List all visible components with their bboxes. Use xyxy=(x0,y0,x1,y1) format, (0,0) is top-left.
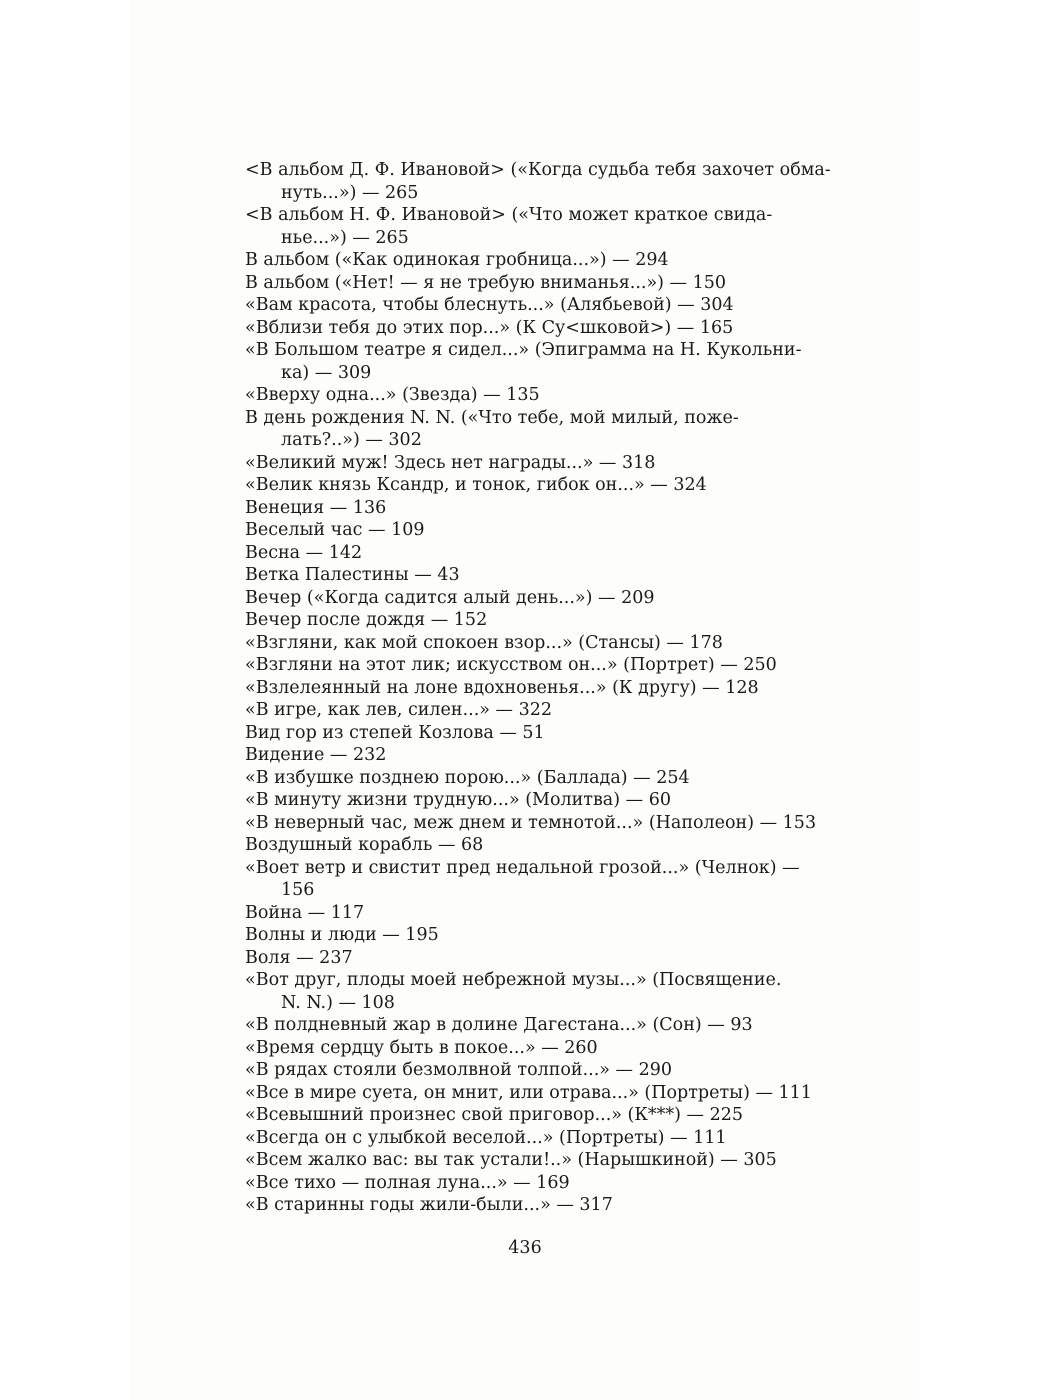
index-entry xyxy=(245,564,855,587)
entry-text: <В альбом Н. Ф. Ивановой> («Что может краткое свида- xyxy=(245,205,773,225)
index-entry xyxy=(245,609,855,632)
index-entry xyxy=(245,654,855,677)
index-entry xyxy=(245,1149,855,1172)
entry-text: «Вот друг, плоды моей небрежной музы...» (Посвящение. xyxy=(245,970,782,990)
entry-text: «В избушке позднею порою...» (Баллада) — 254 xyxy=(245,767,690,788)
entry-text: В день рождения N. N. («Что тебе, мой милый, поже- xyxy=(245,407,739,428)
index-entry xyxy=(245,924,855,947)
entry-text: Весна — 142 xyxy=(245,542,363,563)
index-entry xyxy=(245,1172,855,1195)
index-entry xyxy=(245,1127,855,1150)
entry-continuation: N. N.) — 108 xyxy=(281,992,395,1013)
index-entry xyxy=(245,812,855,835)
entry-text: «Велик князь Ксандр, и тонок, гибок он...» — 324 xyxy=(245,475,707,495)
index-entry xyxy=(245,677,855,700)
index-entry xyxy=(245,159,855,204)
entry-text: Вечер («Когда садится алый день...») — 209 xyxy=(245,587,655,608)
index-entry xyxy=(245,272,855,295)
entry-text: «В полдневный жар в долине Дагестана...» (Сон) — 93 xyxy=(245,1015,753,1035)
index-entry xyxy=(245,1082,855,1105)
index-entry xyxy=(245,497,855,520)
entry-continuation: нье...») — 265 xyxy=(281,227,409,248)
index-entry xyxy=(245,474,855,497)
entry-text: Видение — 232 xyxy=(245,745,387,765)
index-entry xyxy=(245,452,855,475)
entry-text: «Вблизи тебя до этих пор...» (К Су<шковой>) — 165 xyxy=(245,317,734,338)
index-entry xyxy=(245,947,855,970)
index-entry xyxy=(245,902,855,925)
entry-text: «Все в мире суета, он мнит, или отрава...» (Портреты) — 111 xyxy=(245,1082,812,1103)
entry-text: <В альбом Д. Ф. Ивановой> («Когда судьба тебя захочет обма- xyxy=(245,160,831,180)
index-entry xyxy=(245,1014,855,1037)
index-entry xyxy=(245,317,855,340)
entry-text: «Все тихо — полная луна...» — 169 xyxy=(245,1172,570,1193)
index-entry xyxy=(245,632,855,655)
entry-text: В альбом («Нет! — я не требую вниманья...») — 150 xyxy=(245,272,727,293)
entry-text: В альбом («Как одинокая гробница...») — 294 xyxy=(245,250,669,270)
index-entry xyxy=(245,407,855,452)
entry-text: «Вам красота, чтобы блеснуть...» (Алябьевой) — 304 xyxy=(245,295,734,315)
entry-text: Вечер после дождя — 152 xyxy=(245,610,488,630)
entry-text: Волны и люди — 195 xyxy=(245,925,439,945)
index-entry xyxy=(245,542,855,565)
entry-text: «Время сердцу быть в покое...» — 260 xyxy=(245,1037,598,1058)
index-entry xyxy=(245,587,855,610)
index-entry xyxy=(245,339,855,384)
entry-continuation: лать?..») — 302 xyxy=(281,430,422,450)
entry-text: «Взгляни, как мой спокоен взор...» (Стансы) — 178 xyxy=(245,632,723,653)
entry-text: «Воет ветр и свистит пред недальной грозой...» (Челнок) — xyxy=(245,857,800,878)
index-entry xyxy=(245,834,855,857)
index-entry xyxy=(245,722,855,745)
index-entry xyxy=(245,1059,855,1082)
entry-text: «Всем жалко вас: вы так устали!..» (Нарышкиной) — 305 xyxy=(245,1150,777,1170)
index-entry xyxy=(245,1194,855,1217)
entry-text: «В неверный час, меж днем и темнотой...» (Наполеон) — 153 xyxy=(245,812,817,833)
index-entry xyxy=(245,204,855,249)
index-entry xyxy=(245,384,855,407)
index-entry xyxy=(245,519,855,542)
entry-continuation: нуть...») — 265 xyxy=(281,182,419,203)
index-list xyxy=(245,159,855,1217)
entry-text: Венеция — 136 xyxy=(245,497,387,518)
index-entry xyxy=(245,294,855,317)
index-entry xyxy=(245,1037,855,1060)
page-number: 436 xyxy=(508,1238,542,1258)
entry-text: Веселый час — 109 xyxy=(245,520,425,540)
entry-text: «Взлелеянный на лоне вдохновенья...» (К другу) — 128 xyxy=(245,677,759,698)
entry-text: «Всевышний произнес свой приговор...» (К***) — 225 xyxy=(245,1105,743,1125)
entry-text: «Вверху одна...» (Звезда) — 135 xyxy=(245,385,540,405)
index-entry xyxy=(245,699,855,722)
entry-text: «Всегда он с улыбкой веселой...» (Портреты) — 111 xyxy=(245,1127,727,1148)
index-entry xyxy=(245,744,855,767)
index-entry xyxy=(245,789,855,812)
index-entry xyxy=(245,969,855,1014)
entry-text: «В Большом театре я сидел...» (Эпиграмма на Н. Кукольни- xyxy=(245,340,802,360)
index-entry xyxy=(245,857,855,902)
index-entry xyxy=(245,249,855,272)
entry-text: «В минуту жизни трудную...» (Молитва) — 60 xyxy=(245,790,671,810)
entry-text: Война — 117 xyxy=(245,902,365,923)
entry-text: Воля — 237 xyxy=(245,947,353,968)
index-entry xyxy=(245,1104,855,1127)
entry-text: «В старинны годы жили-были...» — 317 xyxy=(245,1195,613,1215)
entry-text: Ветка Палестины — 43 xyxy=(245,565,460,585)
entry-text: «В игре, как лев, силен...» — 322 xyxy=(245,700,552,720)
entry-text: «Взгляни на этот лик; искусством он...» (Портрет) — 250 xyxy=(245,655,777,675)
entry-continuation: 156 xyxy=(281,880,315,900)
entry-text: Воздушный корабль — 68 xyxy=(245,835,484,855)
index-entry xyxy=(245,767,855,790)
entry-text: Вид гор из степей Козлова — 51 xyxy=(245,722,545,743)
entry-continuation: ка) — 309 xyxy=(281,362,372,383)
entry-text: «В рядах стояли безмолвной толпой...» — 290 xyxy=(245,1060,673,1080)
entry-text: «Великий муж! Здесь нет награды...» — 318 xyxy=(245,452,656,473)
